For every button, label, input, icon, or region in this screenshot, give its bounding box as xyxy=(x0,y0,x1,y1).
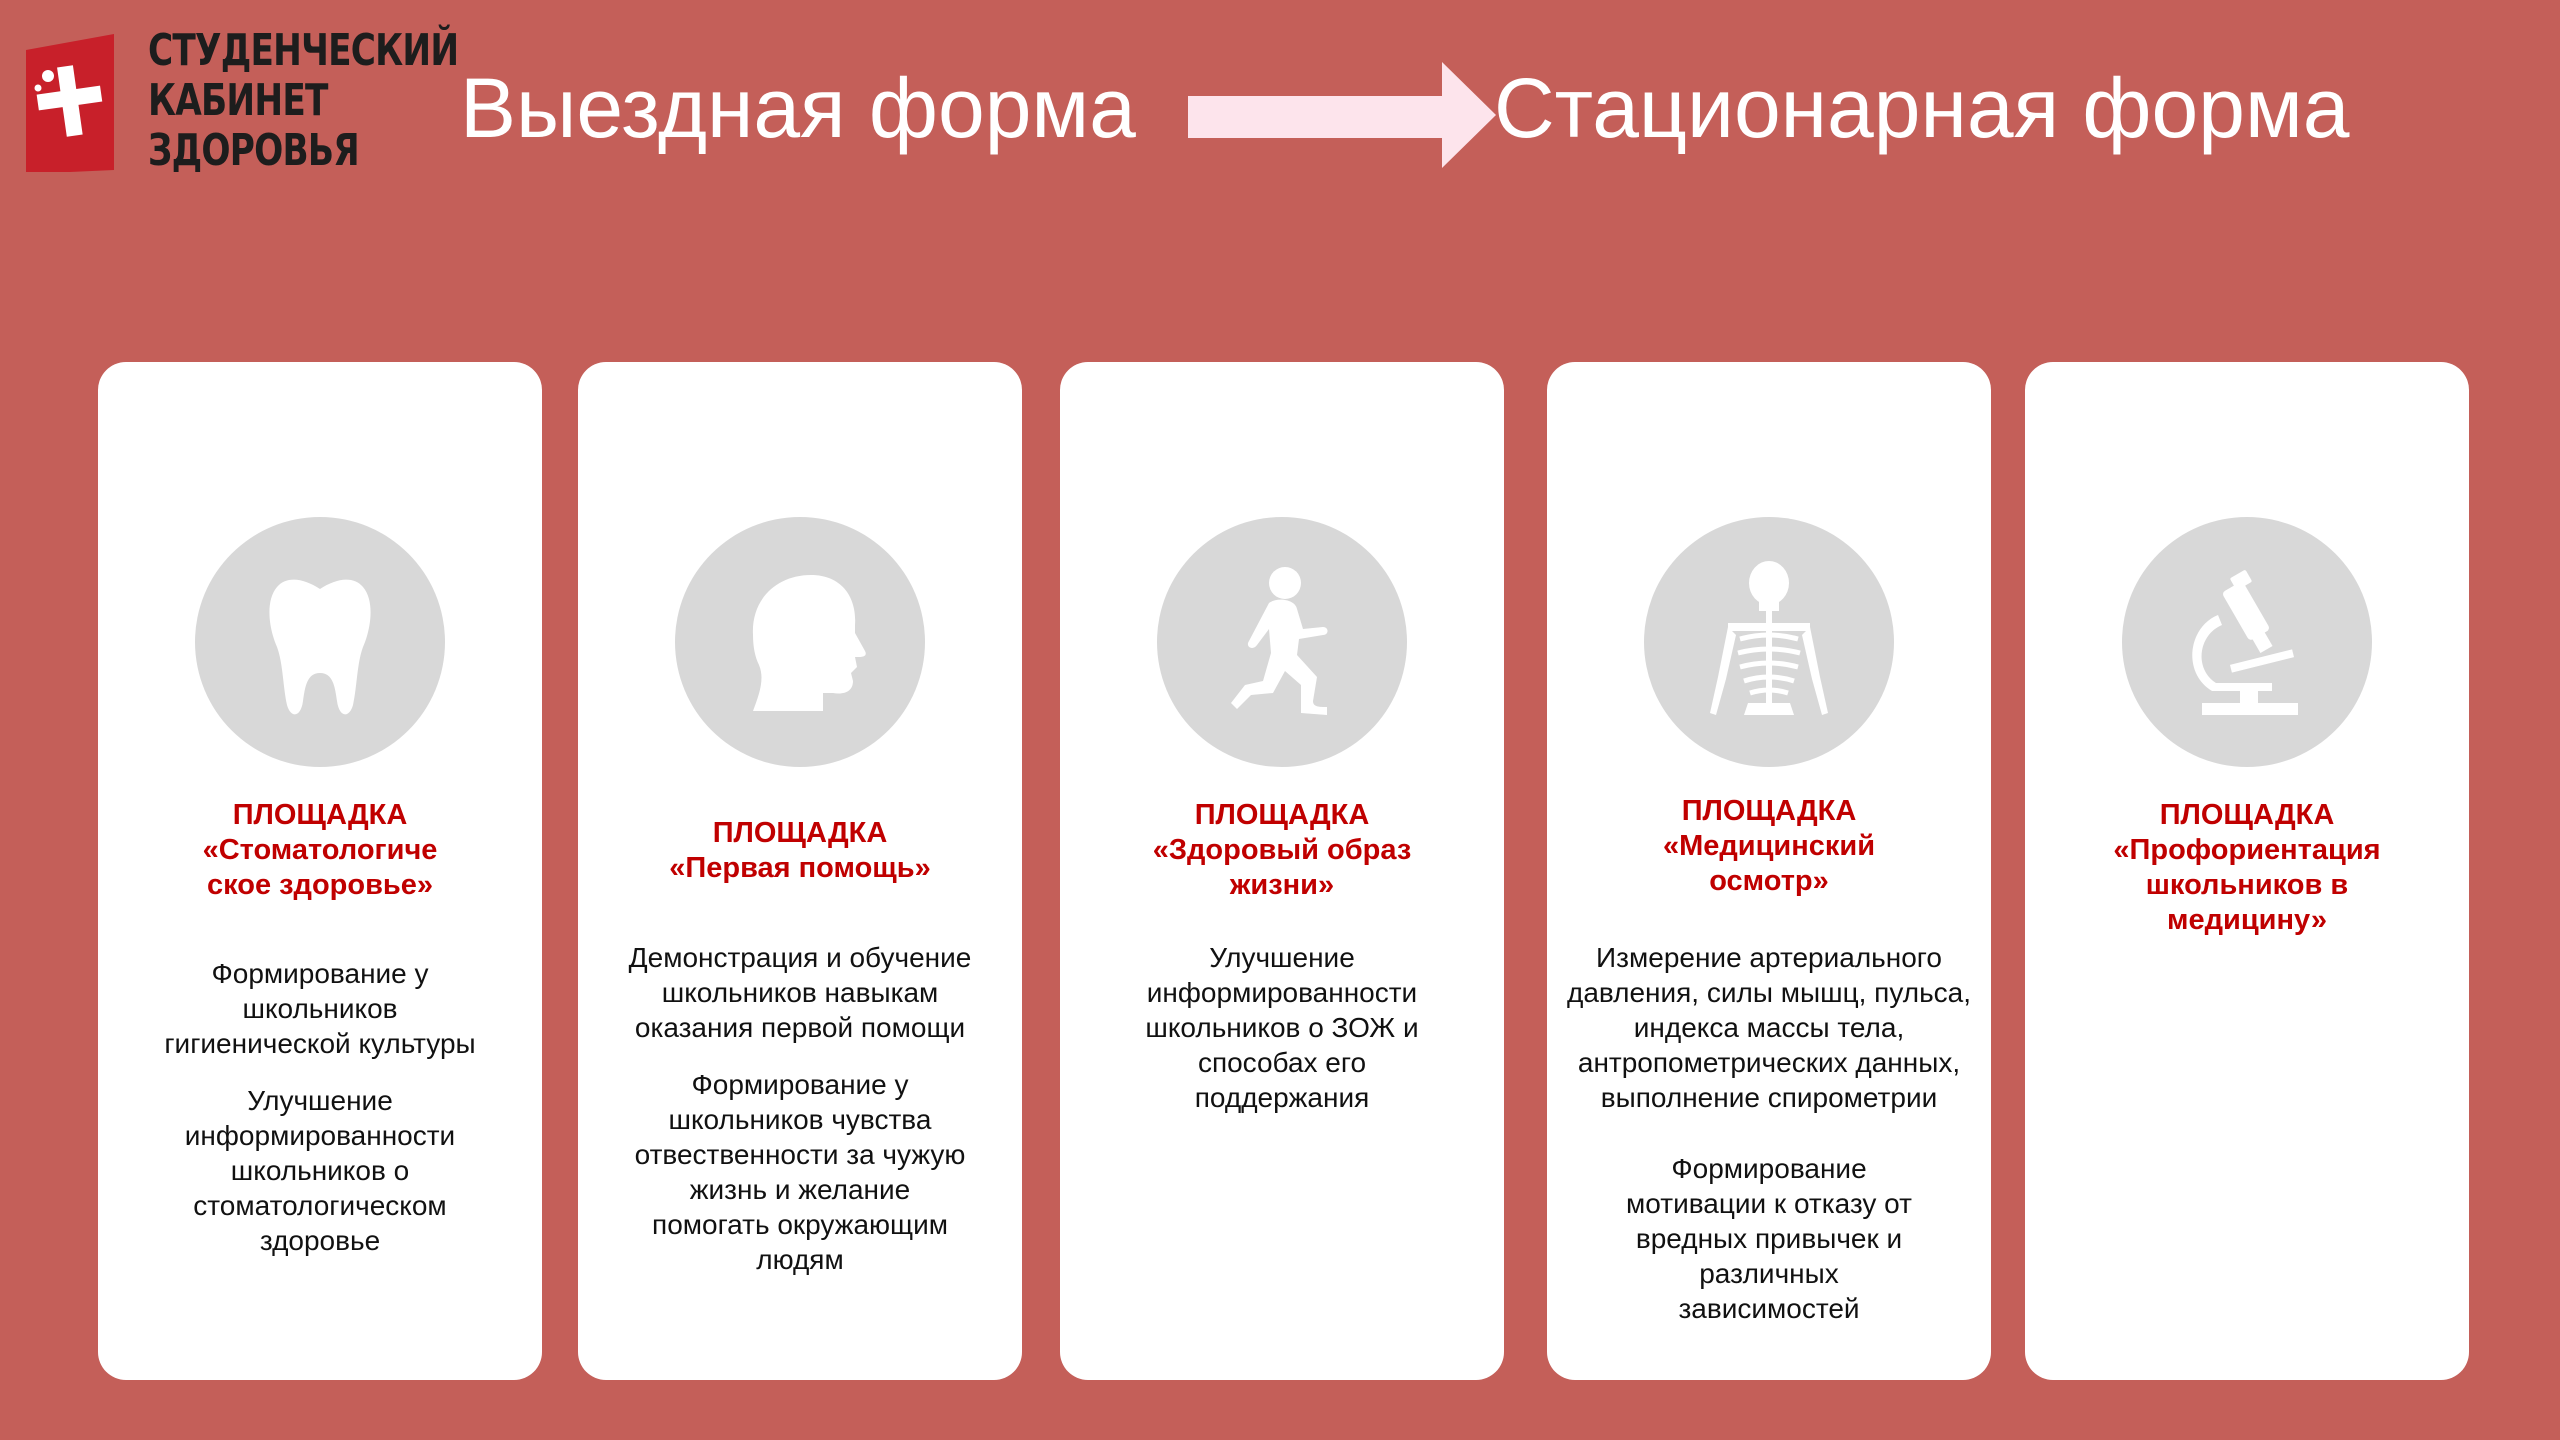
card-title xyxy=(1072,798,1492,903)
card-paragraph: Улучшение информированности школьников о стоматологическом здоровье xyxy=(184,1085,456,1256)
card-title-line: ское здоровье» xyxy=(206,869,434,901)
card-paragraph: Формирование у школьников чувства отвественности за чужую жизнь и желание помогать окружающим людям xyxy=(634,1069,966,1275)
card-title-line: ПЛОЩАДКА xyxy=(712,817,888,849)
logo-line-1: СТУДЕНЧЕСКИЙ xyxy=(148,25,459,76)
card-title-line: школьников в xyxy=(2145,869,2349,901)
card-paragraph: Формирование у школьников гигиенической культуры xyxy=(164,958,476,1059)
icon-circle xyxy=(675,517,925,767)
skeleton-icon xyxy=(1644,517,1894,767)
card-title-line: ПЛОЩАДКА xyxy=(232,799,408,831)
logo-text xyxy=(148,26,458,176)
card-title-line: «Стоматологиче xyxy=(202,834,438,866)
card-paragraph: Улучшение информированности школьников о ЗОЖ и способах его поддержания xyxy=(1145,942,1419,1113)
card-career-guidance xyxy=(2025,362,2469,1380)
card-dental xyxy=(98,362,542,1380)
card-description xyxy=(1134,940,1430,1137)
card-healthy-lifestyle xyxy=(1060,362,1504,1380)
card-title xyxy=(1559,794,1979,899)
icon-circle xyxy=(1644,517,1894,767)
running-child-icon xyxy=(1157,517,1407,767)
header-from: Выездная форма xyxy=(460,61,1136,155)
card-title-line: ПЛОЩАДКА xyxy=(1194,799,1370,831)
card-title-line: «Медицинский xyxy=(1662,830,1876,862)
plus-cross-icon xyxy=(22,32,114,172)
logo xyxy=(22,25,459,176)
head-profile-icon xyxy=(675,517,925,767)
logo-line-2: КАБИНЕТ xyxy=(148,75,328,126)
card-paragraph: Формирование мотивации к отказу от вредных привычек и различных зависимостей xyxy=(1626,1153,1912,1324)
card-title-line: жизни» xyxy=(1229,869,1335,901)
microscope-icon xyxy=(2122,517,2372,767)
card-first-aid xyxy=(578,362,1022,1380)
tooth-icon xyxy=(195,517,445,767)
card-paragraph: Измерение артериального давления, силы мышц, пульса, индекса массы тела, антропометрических данных, выполнение спирометрии xyxy=(1566,942,1972,1113)
card-title-line: медицину» xyxy=(2167,904,2327,936)
card-title xyxy=(2037,798,2457,938)
header-to: Стационарная форма xyxy=(1494,61,2350,155)
card-title xyxy=(110,798,530,903)
icon-circle xyxy=(2122,517,2372,767)
card-title-line: ПЛОЩАДКА xyxy=(2159,799,2335,831)
card-paragraph: Демонстрация и обучение школьников навыкам оказания первой помощи xyxy=(628,942,972,1043)
card-description xyxy=(1555,940,1983,1348)
card-title-line: ПЛОЩАДКА xyxy=(1681,795,1857,827)
card-title-line: осмотр» xyxy=(1709,865,1829,897)
card-title-line: «Первая помощь» xyxy=(669,852,931,884)
card-title xyxy=(590,816,1010,886)
card-medical-exam xyxy=(1547,362,1991,1380)
icon-circle xyxy=(195,517,445,767)
card-title-line: «Здоровый образ xyxy=(1152,834,1412,866)
logo-line-3: ЗДОРОВЬЯ xyxy=(148,125,359,176)
card-title-line: «Профориентация xyxy=(2113,834,2381,866)
icon-circle xyxy=(1157,517,1407,767)
card-description xyxy=(148,956,492,1280)
right-arrow-icon xyxy=(1186,60,1496,170)
card-description xyxy=(628,940,972,1299)
